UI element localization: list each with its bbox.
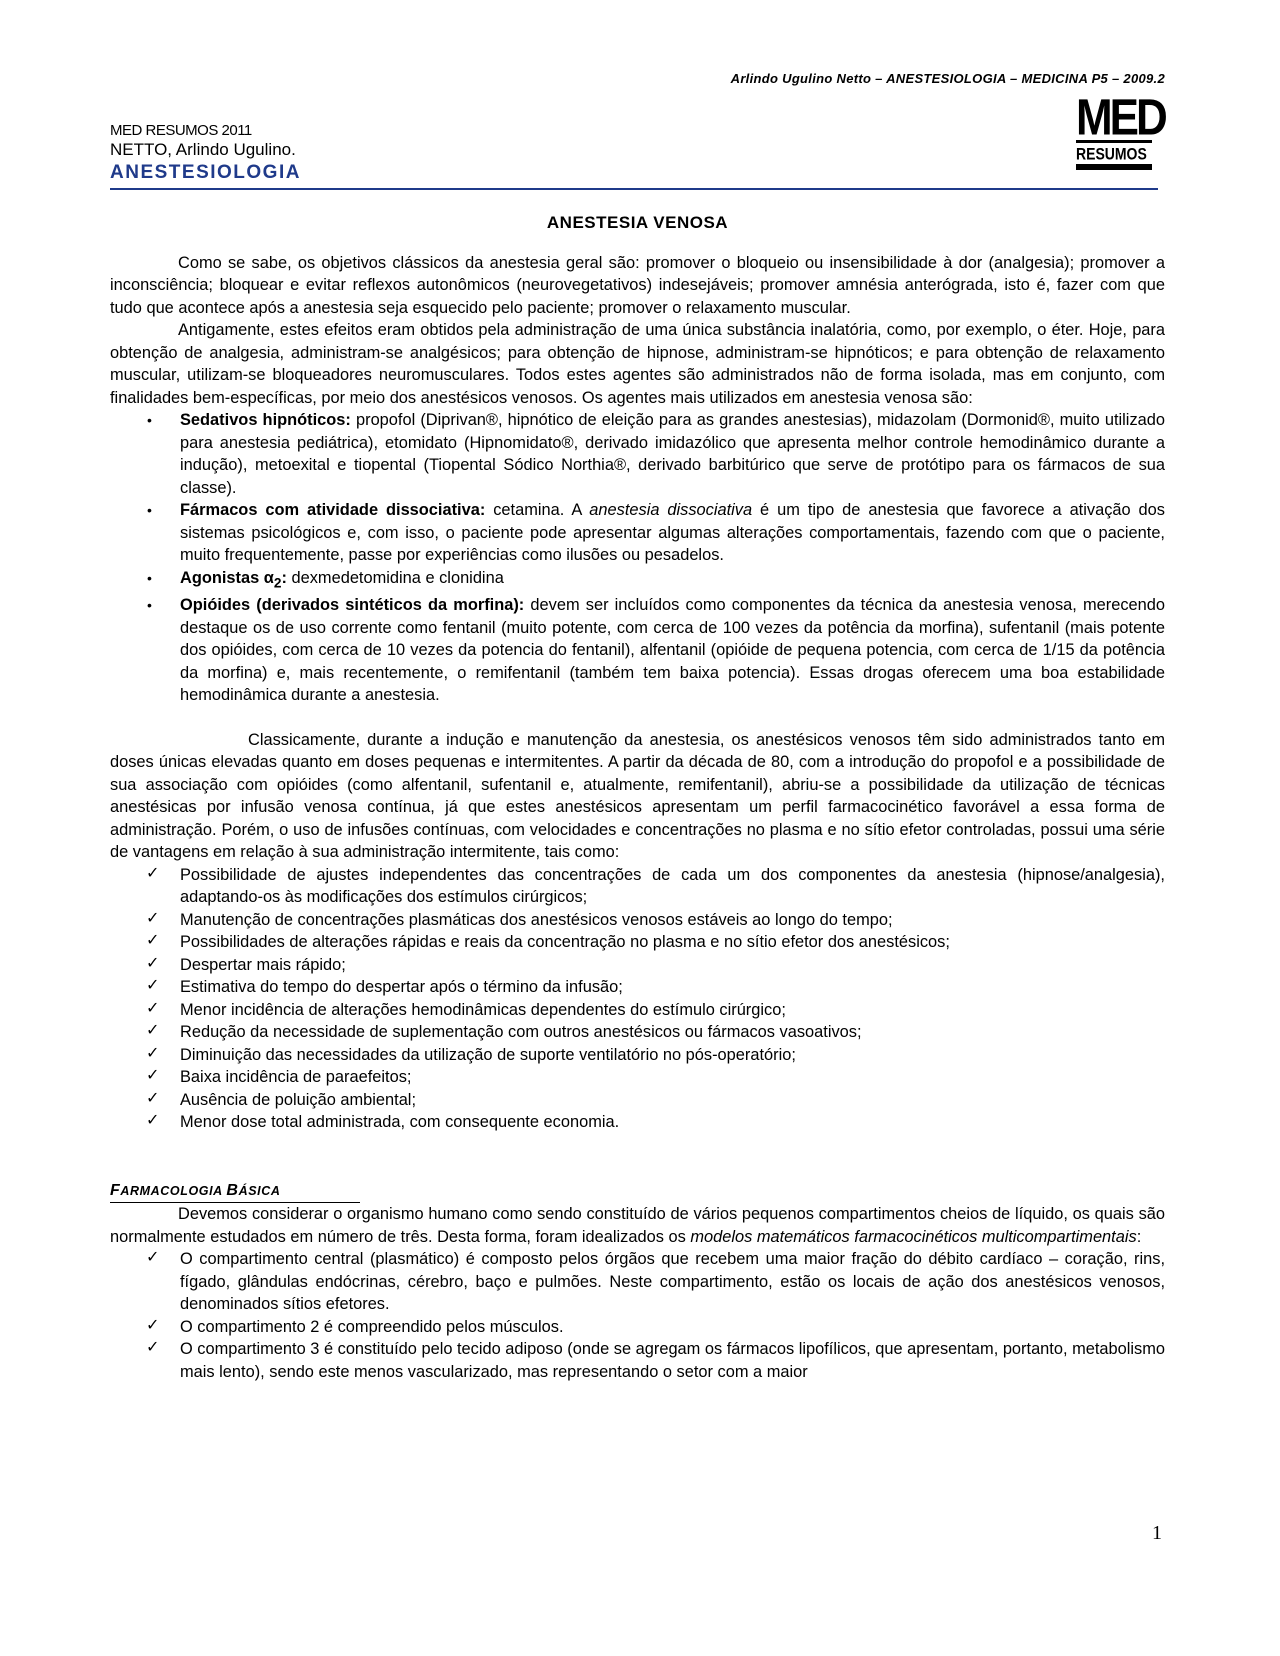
logo-bottom-bar: [1076, 164, 1152, 170]
running-header: Arlindo Ugulino Netto – ANESTESIOLOGIA – MEDICINA P5 – 2009.2: [730, 71, 1165, 86]
list-item: [110, 499, 1165, 567]
spacer: [110, 707, 1165, 729]
compartment-text: O compartimento 3 é constituído pelo tecido adiposo (onde se agregam os fármacos lipofílicos, que apresentam, portanto, metabolismo mais lento), sendo este menos vascularizado, mas representando o setor com a maior: [180, 1340, 1165, 1381]
advantage-text: Diminuição das necessidades da utilização de suporte ventilatório no pós-operatório;: [180, 1045, 796, 1064]
list-item: [110, 1248, 1165, 1316]
bullet-icon: •: [147, 502, 152, 518]
list-item: [110, 1044, 1165, 1067]
paragraph-text: Devemos considerar o organismo humano como sendo constituído de vários pequenos compartimentos cheios de líquido, os quais são normalmente estudados em número de três. Desta forma, foram idealizados os: [110, 1205, 1165, 1246]
list-item: [110, 1316, 1165, 1339]
agent-text: devem ser incluídos como componentes da técnica da anestesia venosa, merecendo destaque os de uso corrente como fentanil (muito potente, com cerca de 100 vezes da potência da morfina), sufentanil (mais potente dos opióides, com cerca de 10 vezes da potencia do fentanil), alfentanil (opióide de pequena potencia, com cerca de 1/15 da potência da morfina) e, mais recentemente, o remifentanil (também tem baixa potencia). Essas drogas oferecem uma boa estabilidade hemodinâmica durante a anestesia.: [180, 596, 1165, 705]
title-divider: [110, 188, 1158, 190]
list-item: [110, 1111, 1165, 1134]
list-item: [110, 567, 1165, 595]
bullet-icon: •: [147, 412, 152, 428]
compartment-text: O compartimento 2 é compreendido pelos músculos.: [180, 1317, 564, 1336]
logo-med-text: MED: [1076, 89, 1165, 146]
intro-paragraph-1: Como se sabe, os objetivos clássicos da anestesia geral são: promover o bloqueio ou insensibilidade à dor (analgesia); promover a inconsciência; bloquear e evitar reflexos autonômicos (neurovegetativos) indesejáveis; promover amnésia anterógrada, isto é, fazer com que tudo que acontece após a anestesia seja esquecido pelo paciente; promover o relaxamento muscular.: [110, 253, 1165, 317]
check-icon: ✓: [146, 1067, 160, 1085]
agent-text: cetamina. A: [485, 501, 590, 519]
list-item: [110, 409, 1165, 499]
advantage-text: Despertar mais rápido;: [180, 955, 346, 974]
check-icon: ✓: [146, 999, 160, 1017]
advantage-text: Menor dose total administrada, com consequente economia.: [180, 1113, 620, 1132]
advantage-text: Baixa incidência de paraefeitos;: [180, 1068, 412, 1087]
section-title: ANESTESIA VENOSA: [546, 213, 729, 232]
pharmacology-paragraph: [110, 1203, 1165, 1248]
advantage-text: Possibilidade de ajustes independentes das concentrações de cada um dos componentes da anestesia (hipnose/analgesia), adaptando-os às modificações dos estímulos cirúrgicos;: [180, 865, 1165, 907]
agent-colon: :: [281, 568, 287, 587]
check-icon: ✓: [146, 954, 160, 972]
paragraph-text: :: [1136, 1227, 1142, 1246]
series-label: MED RESUMOS 2011: [110, 122, 252, 139]
spacer: [110, 1134, 1165, 1179]
agent-label: Fármacos com atividade dissociativa:: [180, 501, 486, 519]
agent-text: dexmedetomidina e clonidina: [286, 568, 504, 587]
check-icon: ✓: [146, 1022, 160, 1040]
advantage-text: Possibilidades de alterações rápidas e reais da concentração no plasma e no sítio efetor dos anestésicos;: [180, 933, 950, 952]
list-item: [110, 594, 1165, 707]
logo-resumos-text: RESUMOS: [1076, 143, 1147, 163]
agent-label: [180, 568, 287, 590]
heading-smallcaps: ARMACOLOGIA: [120, 1183, 227, 1198]
list-item: [110, 1021, 1165, 1044]
agent-label: Sedativos hipnóticos:: [180, 411, 351, 429]
document-meta: [110, 122, 301, 186]
advantage-text: Ausência de poluição ambiental;: [180, 1090, 416, 1109]
check-icon: ✓: [146, 909, 160, 927]
list-item: [110, 976, 1165, 999]
heading-initial: F: [110, 1181, 121, 1199]
check-icon: ✓: [146, 1044, 160, 1062]
check-icon: ✓: [146, 1249, 160, 1267]
bullet-icon: •: [147, 569, 152, 586]
classic-paragraph: Classicamente, durante a indução e manutenção da anestesia, os anestésicos venosos têm sido administrados tanto em doses únicas elevadas quanto em doses pequenas e intermitentes. A partir da década de 80, com a introdução do propofol e a possibilidade de sua associação com opióides (como alfentanil, sufentanil e, atualmente, remifentanil), abriu-se a possibilidade da utilização de técnicas anestésicas por infusão venosa contínua, já que estes anestésicos apresentam um perfil farmacocinético favorável a essa forma de administração. Porém, o uso de infusões contínuas, com velocidades e concentrações no plasma e no sítio efetor controladas, possui uma série de vantagens em relação à sua administração intermitente, tais como:: [110, 730, 1165, 862]
heading-initial: B: [226, 1181, 239, 1199]
pharmacology-heading: [110, 1180, 360, 1204]
check-icon: ✓: [146, 864, 160, 882]
check-icon: ✓: [146, 1089, 160, 1107]
compartments-list: [110, 1248, 1165, 1383]
intro-paragraph-2: Antigamente, estes efeitos eram obtidos pela administração de uma única substância inalatória, como, por exemplo, o éter. Hoje, para obtenção de analgesia, administram-se analgésicos; para obtenção de hipnose, administram-se hipnóticos; e para obtenção de relaxamento muscular, utilizam-se bloqueadores neuromusculares. Todos estes agentes são administrados não de forma isolada, mas em conjunto, com finalidades bem-específicas, por meio dos anestésicos venosos. Os agentes mais utilizados em anestesia venosa são:: [110, 321, 1165, 407]
agent-label: Opióides (derivados sintéticos da morfina):: [180, 596, 525, 615]
subject-title: ANESTESIOLOGIA: [110, 162, 301, 183]
advantage-text: Menor incidência de alterações hemodinâmicas dependentes do estímulo cirúrgico;: [180, 1000, 786, 1019]
author-label: NETTO, Arlindo Ugulino.: [110, 140, 296, 159]
check-icon: ✓: [146, 1339, 160, 1357]
agent-italic: anestesia dissociativa: [589, 501, 753, 519]
list-item: [110, 909, 1165, 932]
list-item: [110, 931, 1165, 954]
bullet-icon: •: [147, 597, 152, 614]
advantages-list: [110, 864, 1165, 1134]
agent-subscript: 2: [273, 574, 282, 590]
check-icon: ✓: [146, 1112, 160, 1130]
page-number: 1: [1152, 1522, 1162, 1544]
advantage-text: Estimativa do tempo do despertar após o término da infusão;: [180, 978, 623, 997]
agent-text: é um tipo de anestesia que favorece a ativação dos sistemas psicológicos e, com isso, o paciente pode apresentar algumas alterações comportamentais, fazendo com que o paciente, muito frequentemente, passe por experiências como ilusões ou pesadelos.: [180, 501, 1165, 564]
advantage-text: Redução da necessidade de suplementação com outros anestésicos ou fármacos vasoativos;: [180, 1023, 862, 1042]
agents-list: [110, 409, 1165, 707]
med-resumos-logo: [1076, 89, 1165, 179]
agent-label-text: Agonistas α: [180, 568, 274, 587]
check-icon: ✓: [146, 932, 160, 950]
list-item: [110, 999, 1165, 1022]
list-item: [110, 864, 1165, 909]
list-item: [110, 1066, 1165, 1089]
list-item: [110, 954, 1165, 977]
check-icon: ✓: [146, 1316, 160, 1334]
main-content: [110, 212, 1165, 1383]
list-item: [110, 1089, 1165, 1112]
paragraph-italic: modelos matemáticos farmacocinéticos multicompartimentais: [690, 1227, 1137, 1246]
advantage-text: Manutenção de concentrações plasmáticas dos anestésicos venosos estáveis ao longo do tempo;: [180, 910, 893, 929]
compartment-text: O compartimento central (plasmático) é composto pelos órgãos que recebem uma maior fração do débito cardíaco – coração, rins, fígado, glândulas endócrinas, cérebro, baço e pulmões. Neste compartimento, estão os locais de ação dos anestésicos venosos, denominados sítios efetores.: [180, 1250, 1165, 1314]
heading-smallcaps: ÁSICA: [238, 1183, 281, 1198]
check-icon: ✓: [146, 977, 160, 995]
list-item: [110, 1338, 1165, 1383]
agent-text: propofol (Diprivan®, hipnótico de eleição para as grandes anestesias), midazolam (Dormonid®, muito utilizado para anestesia pediátrica), etomidato (Hipnomidato®, derivado imidazólico que apresenta melhor controle hemodinâmico durante a indução), metoexital e tiopental (Tiopental Sódico Northia®, derivado barbitúrico que serve de protótipo para os fármacos de sua classe).: [180, 411, 1165, 497]
